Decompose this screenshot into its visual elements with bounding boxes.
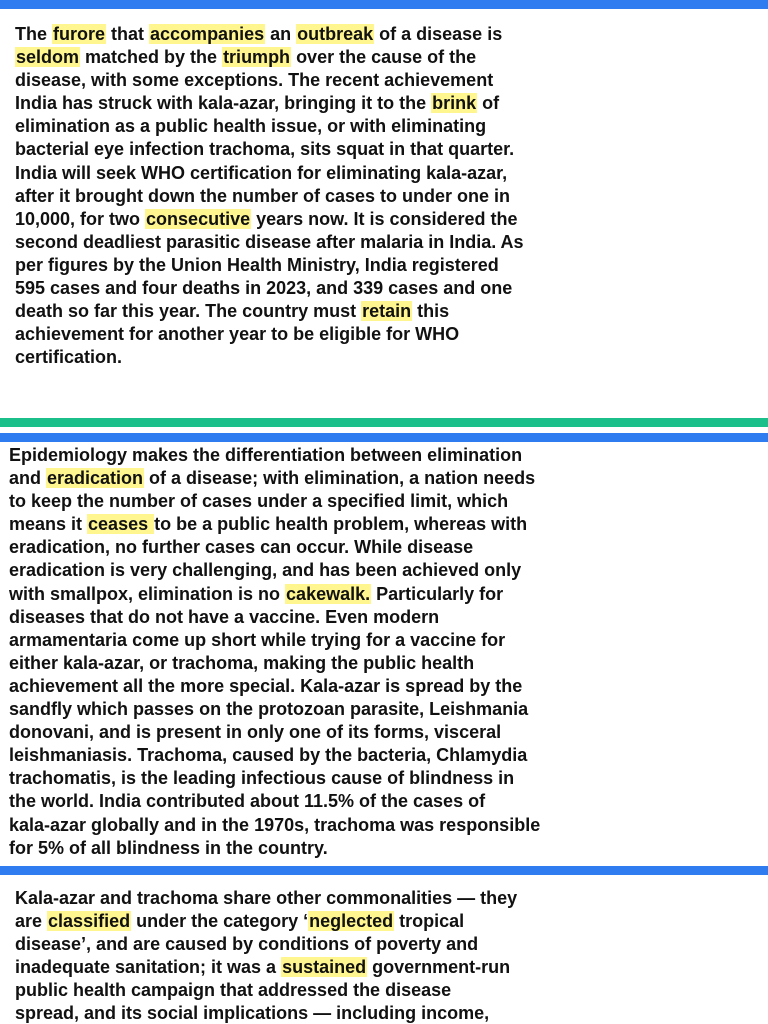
top-divider-bar [0, 0, 768, 9]
text-line [15, 185, 524, 208]
text-segment: years now. It is considered the [251, 208, 518, 229]
text-line [15, 23, 524, 46]
text-line [9, 559, 540, 582]
text-segment: per figures by the Union Health Ministry, India registered [15, 254, 499, 275]
text-line [9, 606, 540, 629]
text-segment: matched by the [80, 47, 223, 68]
text-segment: an [265, 24, 297, 44]
text-line [15, 46, 524, 69]
text-segment: means it [9, 514, 88, 535]
text-segment: second deadliest parasitic disease after malaria in India. As [15, 231, 524, 252]
text-line [15, 300, 524, 323]
paragraph-commonalities [15, 887, 517, 1024]
text-line [15, 933, 517, 956]
text-segment: of a disease is [374, 24, 503, 44]
text-line [9, 721, 540, 744]
text-line [9, 467, 540, 490]
text-line [15, 346, 524, 369]
text-segment: India will seek WHO certification for eliminating kala-azar, [15, 162, 508, 183]
text-segment: 595 cases and four deaths in 2023, and 339 cases and one [15, 278, 513, 299]
highlighted-vocabulary-word: brink [432, 93, 477, 114]
text-segment: donovani, and is present in only one of its forms, visceral [9, 722, 502, 743]
highlighted-vocabulary-word: cakewalk. [286, 583, 371, 604]
text-segment: for 5% of all blindness in the country. [9, 837, 328, 858]
text-segment: tropical [394, 911, 465, 932]
text-segment: either kala-azar, or trachoma, making the public health [9, 652, 475, 673]
text-segment: are [15, 911, 48, 932]
text-line [9, 536, 540, 559]
text-line [15, 887, 517, 910]
text-line [9, 490, 540, 513]
text-segment: inadequate sanitation; it was a [15, 957, 282, 978]
text-line [15, 208, 524, 231]
text-segment: kala-azar globally and in the 1970s, trachoma was responsible [9, 814, 541, 835]
highlighted-vocabulary-word: consecutive [146, 208, 251, 229]
text-line [9, 652, 540, 675]
text-line [9, 444, 540, 467]
text-segment: over the cause of the [291, 47, 477, 68]
text-line [15, 162, 524, 185]
text-segment: sandfly which passes on the protozoan parasite, Leishmania [9, 699, 529, 720]
text-segment: after it brought down the number of cases to under one in [15, 185, 511, 206]
text-segment: disease, with some exceptions. The recent achievement [15, 70, 494, 91]
text-segment: India has struck with kala-azar, bringing it to the [15, 93, 432, 114]
text-segment: this [412, 301, 450, 322]
text-line [9, 675, 540, 698]
text-segment: to be a public health problem, whereas with [154, 514, 528, 535]
highlighted-vocabulary-word: eradication [47, 468, 144, 489]
highlighted-vocabulary-word: sustained [282, 957, 367, 978]
text-line [15, 69, 524, 92]
highlighted-vocabulary-word: classified [48, 911, 131, 932]
text-line [9, 513, 540, 536]
text-segment: achievement all the more special. Kala-azar is spread by the [9, 675, 523, 696]
text-segment: death so far this year. The country must [15, 301, 362, 322]
highlighted-vocabulary-word: seldom [16, 47, 80, 68]
text-segment: leishmaniasis. Trachoma, caused by the bacteria, Chlamydia [9, 745, 528, 766]
text-segment: elimination as a public health issue, or with eliminating [15, 116, 487, 137]
highlighted-vocabulary-word: retain [362, 301, 412, 322]
text-segment: trachomatis, is the leading infectious cause of blindness in [9, 768, 515, 789]
text-line [15, 254, 524, 277]
highlighted-vocabulary-word: neglected [309, 911, 394, 932]
text-segment: and [9, 468, 47, 489]
text-segment: diseases that do not have a vaccine. Even modern [9, 606, 440, 627]
paragraph-kala-azar-achievement [15, 23, 524, 369]
highlighted-vocabulary-word: outbreak [297, 24, 374, 44]
text-line [9, 837, 540, 860]
section-divider-blue [0, 433, 768, 442]
text-segment: of [477, 93, 500, 114]
text-segment: 10,000, for two [15, 208, 146, 229]
text-segment: Kala-azar and trachoma share other commonalities — they [15, 888, 518, 908]
text-segment: Particularly for [371, 583, 504, 604]
text-line [15, 979, 517, 1002]
text-segment: the world. India contributed about 11.5% of the cases of [9, 791, 486, 812]
text-line [9, 583, 540, 606]
text-segment: eradication, no further cases can occur. While disease [9, 537, 474, 558]
text-segment: public health campaign that addressed the disease [15, 980, 452, 1001]
text-line [15, 92, 524, 115]
text-segment: of a disease; with elimination, a nation needs [144, 468, 536, 489]
text-line [15, 1002, 517, 1024]
highlighted-vocabulary-word: triumph [223, 47, 291, 68]
text-line [15, 231, 524, 254]
highlighted-vocabulary-word: ceases [88, 514, 154, 535]
text-segment: government-run [367, 957, 511, 978]
text-line [15, 138, 524, 161]
text-segment: to keep the number of cases under a specified limit, which [9, 491, 509, 512]
text-segment: The [15, 24, 53, 44]
text-line [9, 744, 540, 767]
section-divider-green [0, 418, 768, 427]
highlighted-vocabulary-word: furore [53, 24, 106, 44]
text-line [15, 115, 524, 138]
section-divider-blue-lower [0, 866, 768, 875]
text-line [9, 698, 540, 721]
text-line [15, 956, 517, 979]
text-segment: with smallpox, elimination is no [9, 583, 286, 604]
highlighted-vocabulary-word: accompanies [150, 24, 265, 44]
text-segment: bacterial eye infection trachoma, sits squat in that quarter. [15, 139, 515, 160]
text-segment: armamentaria come up short while trying for a vaccine for [9, 629, 506, 650]
text-segment: Epidemiology makes the differentiation between elimination [9, 445, 523, 465]
text-line [9, 790, 540, 813]
paragraph-elimination-vs-eradication [9, 444, 540, 860]
text-line [9, 767, 540, 790]
text-segment: eradication is very challenging, and has been achieved only [9, 560, 522, 581]
text-segment: achievement for another year to be eligible for WHO [15, 324, 460, 345]
text-segment: under the category ‘ [131, 911, 309, 932]
text-line [9, 629, 540, 652]
text-line [15, 277, 524, 300]
text-line [15, 323, 524, 346]
text-line [15, 910, 517, 933]
text-line [9, 814, 540, 837]
text-segment: disease’, and are caused by conditions of poverty and [15, 934, 479, 955]
text-segment: that [106, 24, 150, 44]
text-segment: certification. [15, 347, 123, 368]
text-segment: spread, and its social implications — including income, [15, 1003, 490, 1024]
